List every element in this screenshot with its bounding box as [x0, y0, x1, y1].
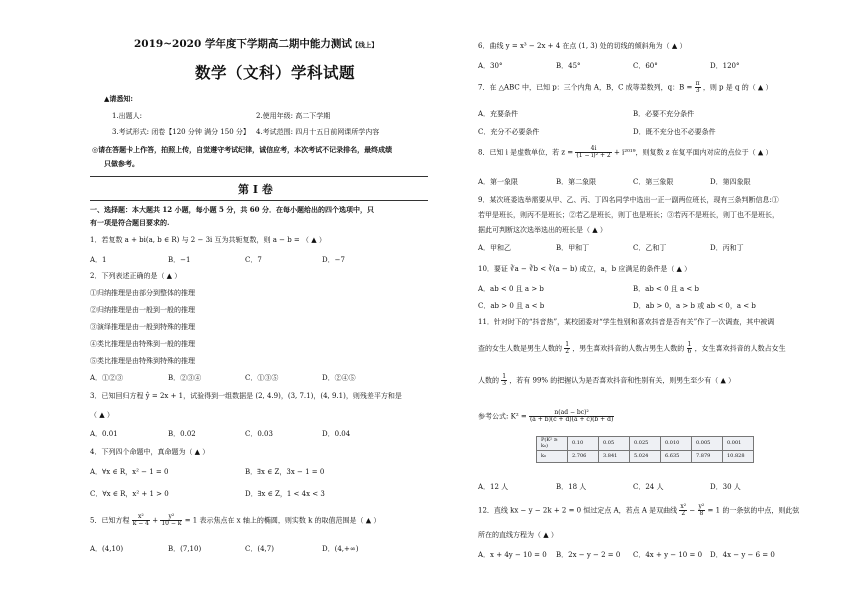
question-4-option-d: D．∃x ∈ Z，1 < 4x < 3: [245, 490, 325, 498]
question-1-stem: 1．若复数 a + bi(a, b ∈ R) 与 2 − 3i 互为共轭复数，则 a − b = （ ▲ ）: [90, 236, 326, 244]
question-11-fraction-2: [687, 342, 693, 355]
fraction-numerator: π: [695, 80, 700, 87]
notice-item-1: 1.出题人:: [112, 112, 143, 120]
question-6-option-d: D．120°: [710, 62, 740, 70]
question-5-fraction-2: [160, 514, 182, 527]
fraction-numerator: n(ad − bc)²: [529, 410, 614, 417]
question-2-statement-4: ④类比推理是由特殊到一般的推理: [90, 340, 195, 348]
question-8-option-b: B．第二象限: [556, 178, 597, 186]
question-11-reference-formula: [478, 410, 614, 423]
notice-warning-line-1: ◎请在答题卡上作答，拍照上传，自觉遵守考试纪律，诚信应考，本次考试不记录排名，最终成绩: [92, 145, 393, 154]
question-8-fraction: [575, 146, 611, 159]
table-cell: 0.05: [599, 437, 630, 451]
question-7-option-c: C．充分不必要条件: [478, 128, 540, 136]
table-cell: 0.10: [568, 437, 599, 451]
fraction-numerator: 1: [502, 373, 507, 380]
question-9-option-d: D．丙和丁: [710, 244, 744, 252]
table-cell: 7.879: [692, 450, 723, 462]
question-11-option-a: A．12 人: [478, 483, 509, 491]
question-10-option-d: D．ab > 0，a > b 或 ab < 0，a < b: [633, 302, 756, 310]
table-cell: 0.005: [692, 437, 723, 451]
question-8-option-c: C．第三象限: [633, 178, 674, 186]
question-11-line-2c: ，女生喜欢抖音的人数占女生: [694, 344, 786, 353]
question-3-option-d: D．0.04: [322, 430, 351, 438]
reference-table-row-1: [537, 437, 754, 451]
question-3-option-a: A．0.01: [90, 430, 118, 438]
question-11-line-3b: ，若有 99% 的把握认为是否喜欢抖音和性别有关，则男生至少有（ ▲ ）: [509, 376, 736, 385]
question-5-stem-a: 5．已知方程: [90, 516, 130, 525]
question-7-stem-b: ，则 p 是 q 的（ ▲ ）: [702, 83, 773, 92]
question-12-line-1: 12．直线 kx − y − 2k + 2 = 0 恒过定点 A，若点 A 是双曲线 $\frac{\text{x²}}{2}$ − $\frac{\text{y²}}{8}$ = 1 的一条弦的中点，则此弦: [478, 503, 800, 517]
table-cell: P(K² ≥ k₀): [537, 437, 568, 451]
fraction-numerator: y²: [698, 503, 705, 510]
question-8-stem-b: + i²⁰¹⁹，则复数 z 在复平面内对应的点位于（ ▲ ）: [613, 148, 773, 157]
fraction-numerator: 4i: [575, 146, 611, 153]
question-11-fraction-3: [501, 374, 507, 387]
question-1-option-c: C．7: [245, 256, 262, 264]
question-2-option-a: A．①②③: [90, 374, 124, 382]
question-5-option-d: D．(4,+∞): [322, 545, 359, 553]
fraction-denominator: 2: [565, 348, 570, 355]
question-2-option-c: C．①③⑤: [245, 374, 279, 382]
question-9-option-b: B．甲和丁: [556, 244, 590, 252]
question-11-line-1: 11．针对时下的“抖音热”，某校团委对“学生性别和喜欢抖音是否有关”作了一次调查，其中被调: [478, 318, 775, 326]
question-6-stem: 6．曲线 y = x³ − 2x + 4 在点 (1, 3) 处的切线的倾斜角为（ ▲ ）: [478, 42, 687, 50]
question-7-stem-a: 7．在 △ABC 中，已知 p：三个内角 A，B，C 成等差数列，q：B =: [478, 83, 693, 92]
table-cell: 0.025: [630, 437, 661, 451]
divider-top: [90, 176, 428, 177]
question-11-option-c: C．24 人: [633, 483, 664, 491]
question-2-option-b: B．②③④: [168, 374, 202, 382]
fraction-denominator: (a + b)(c + d)(a + c)(b + d): [529, 416, 614, 423]
question-3-stem-cont: （ ▲ ）: [90, 411, 114, 419]
question-12-option-c: C．4x + y − 10 = 0: [633, 551, 703, 559]
table-cell: k₀: [537, 450, 568, 462]
question-11-option-d: D．30 人: [710, 483, 741, 491]
question-6-option-a: A．30°: [478, 62, 503, 70]
question-2-option-d: D．②④⑤: [322, 374, 356, 382]
question-5-stem-b: = 1 表示焦点在 x 轴上的椭圆，则实数 k 的取值范围是（ ▲ ）: [184, 516, 381, 525]
question-9-line-3: 据此可判断这次选举选出的班长是（ ▲ ）: [478, 226, 607, 234]
fraction-numerator: 1: [687, 341, 692, 348]
question-10-stem: 10．要证 ∛a − ∛b < ∛(a − b) 成立，a，b 应满足的条件是（ ▲ ）: [478, 265, 692, 273]
question-2-statement-2: ②归纳推理是由一般到一般的推理: [90, 306, 195, 314]
fraction-numerator: x²: [132, 514, 150, 521]
question-7-option-d: D．既不充分也不必要条件: [633, 128, 716, 136]
question-9-line-1: 9．某次班委选举需要从甲、乙、丙、丁四名同学中选出一正一副两位班长，现有三条判断信息:①: [478, 196, 779, 204]
question-10-option-b: B．ab < 0 且 a < b: [633, 285, 699, 293]
question-8-stem: [478, 146, 772, 159]
question-1-option-a: A．1: [90, 256, 107, 264]
table-cell: 0.010: [661, 437, 692, 451]
question-4-stem: 4．下列四个命题中，真命题为（ ▲ ）: [90, 448, 210, 456]
exam-title: [134, 38, 378, 51]
question-2-statement-3: ③演绎推理是由一般到特殊的推理: [90, 323, 195, 331]
question-5-option-a: A．(4,10): [90, 545, 124, 553]
fraction-numerator: y²: [160, 514, 182, 521]
notice-heading: ▲请悉知:: [104, 94, 133, 103]
question-7-option-a: A．充要条件: [478, 110, 519, 118]
question-11-line-2b: ，男生喜欢抖音的人数占男生人数的: [572, 344, 685, 353]
question-4-option-b: B．∃x ∈ Z，3x − 1 = 0: [245, 468, 325, 476]
question-10-option-c: C．ab > 0 且 a < b: [478, 302, 545, 310]
question-12-option-d: D．4x − y − 6 = 0: [710, 551, 775, 559]
question-6-option-b: B．45°: [556, 62, 581, 70]
question-1-option-b: B．−1: [168, 256, 191, 264]
question-12-line-1a: 12．直线 kx − y − 2k + 2 = 0 恒过定点 A，若点 A 是双曲线: [478, 506, 678, 515]
reference-label: 参考公式:: [478, 412, 509, 421]
question-3-option-b: B．0.02: [168, 430, 196, 438]
fraction-denominator: k − 4: [132, 520, 149, 527]
exam-subtitle: 数学（文科）学科试题: [195, 63, 356, 82]
question-2-statement-1: ①归纳推理是由部分到整体的推理: [90, 289, 195, 297]
question-7-stem: [478, 81, 773, 94]
question-8-stem-a: 8．已知 i 是虚数单位，若 z =: [478, 148, 574, 157]
question-8-option-d: D．第四象限: [710, 178, 751, 186]
question-5-option-b: B．(7,10): [168, 545, 202, 553]
fraction-numerator: x²: [680, 503, 687, 510]
question-7-option-b: B．必要不充分条件: [633, 110, 695, 118]
fraction-denominator: 3: [695, 87, 700, 94]
table-cell: 6.635: [661, 450, 692, 462]
question-5-stem: 5．已知方程 $\frac{\text{x²}}{k - 4}$ + $\frac{\text{y²}}{10 - k}$ = 1 表示焦点在 x 轴上的椭圆，则实数 k 的取值范围是（ ▲ ）: [90, 513, 381, 527]
question-6-option-c: C．60°: [633, 62, 658, 70]
fraction-denominator: 6: [687, 348, 692, 355]
question-11-line-2a: 查的女生人数是男生人数的: [478, 344, 562, 353]
question-11-line-2: [478, 342, 786, 355]
question-7-fraction: [695, 81, 701, 94]
question-10-option-a: A．ab < 0 且 a > b: [478, 285, 544, 293]
question-3-option-c: C．0.03: [245, 430, 273, 438]
table-cell: 3.841: [599, 450, 630, 462]
question-4-option-c: C．∀x ∈ R，x² + 1 > 0: [90, 490, 169, 498]
question-9-line-2: 若甲是班长，则丙不是班长；②若乙是班长，则丁也是班长；③若丙不是班长，则丁也不是班长，: [478, 211, 779, 219]
question-11-fraction-1: [564, 342, 570, 355]
fraction-denominator: 2: [681, 510, 686, 517]
divider-bottom: [90, 200, 428, 201]
table-cell: 5.024: [630, 450, 661, 462]
fraction-denominator: 3: [502, 380, 507, 387]
question-11-line-3: [478, 374, 735, 387]
exam-title-tag: 【线上】: [351, 41, 378, 49]
question-12-option-a: A．x + 4y − 10 = 0: [478, 551, 547, 559]
question-11-line-3a: 人数的: [478, 376, 499, 385]
question-3-stem: 3．已知回归方程 ŷ = 2x + 1，试验得到一组数据是 (2, 4.9)，(3, 7.1)，(4, 9.1)，则残差平方和是: [90, 392, 402, 400]
question-12-fraction-2: [698, 504, 706, 517]
reference-table-row-2: [537, 450, 754, 462]
table-cell: 0.001: [723, 437, 754, 451]
fraction-denominator: 8: [699, 510, 704, 517]
notice-item-2: 2.使用年级: 高二下学期: [256, 112, 331, 120]
fraction-denominator: (1 − i)² + 2: [576, 152, 611, 159]
question-9-option-c: C．乙和丁: [633, 244, 667, 252]
question-2-statement-5: ⑤类比推理是由特殊到特殊的推理: [90, 357, 195, 365]
reference-formula-fraction: [529, 410, 614, 423]
question-8-option-a: A．第一象限: [478, 178, 519, 186]
question-12-option-b: B．2x − y − 2 = 0: [556, 551, 621, 559]
fraction-numerator: 1: [565, 341, 570, 348]
question-11-option-b: B．18 人: [556, 483, 587, 491]
table-cell: 2.706: [568, 450, 599, 462]
reference-formula-lhs: K² =: [510, 412, 527, 421]
table-cell: 10.828: [723, 450, 754, 462]
notice-item-4: 4.考试范围: 四月十五日前网课所学内容: [256, 128, 380, 136]
fraction-denominator: 10 − k: [161, 520, 182, 527]
question-1-option-d: D．−7: [322, 256, 345, 264]
question-5-fraction-1: [132, 514, 150, 527]
question-12-line-1b: = 1 的一条弦的中点，则此弦: [707, 506, 800, 515]
question-12-fraction-1: [679, 504, 687, 517]
exam-title-text: 2019~2020 学年度下学期高二期中能力测试: [134, 38, 352, 50]
section-title: 第 Ⅰ 卷: [238, 183, 273, 196]
question-12-line-2: 所在的直线方程为（ ▲ ）: [478, 531, 558, 539]
question-2-stem: 2．下列表述正确的是（ ▲ ）: [90, 272, 182, 280]
notice-warning-line-2: 只做参考。: [104, 159, 139, 168]
question-4-option-a: A．∀x ∈ R，x² − 1 = 0: [90, 468, 169, 476]
reference-table: [536, 436, 754, 463]
section-instructions-1: 一、选择题：本大题共 12 小题，每小题 5 分，共 60 分．在每小题给出的四个选项中，只: [90, 205, 374, 214]
question-9-option-a: A．甲和乙: [478, 244, 512, 252]
question-5-option-c: C．(4,7): [245, 545, 274, 553]
section-instructions-2: 有一项是符合题目要求的.: [90, 218, 170, 227]
notice-item-3: 3.考试形式: 闭卷【120 分钟 满分 150 分】: [112, 128, 250, 136]
